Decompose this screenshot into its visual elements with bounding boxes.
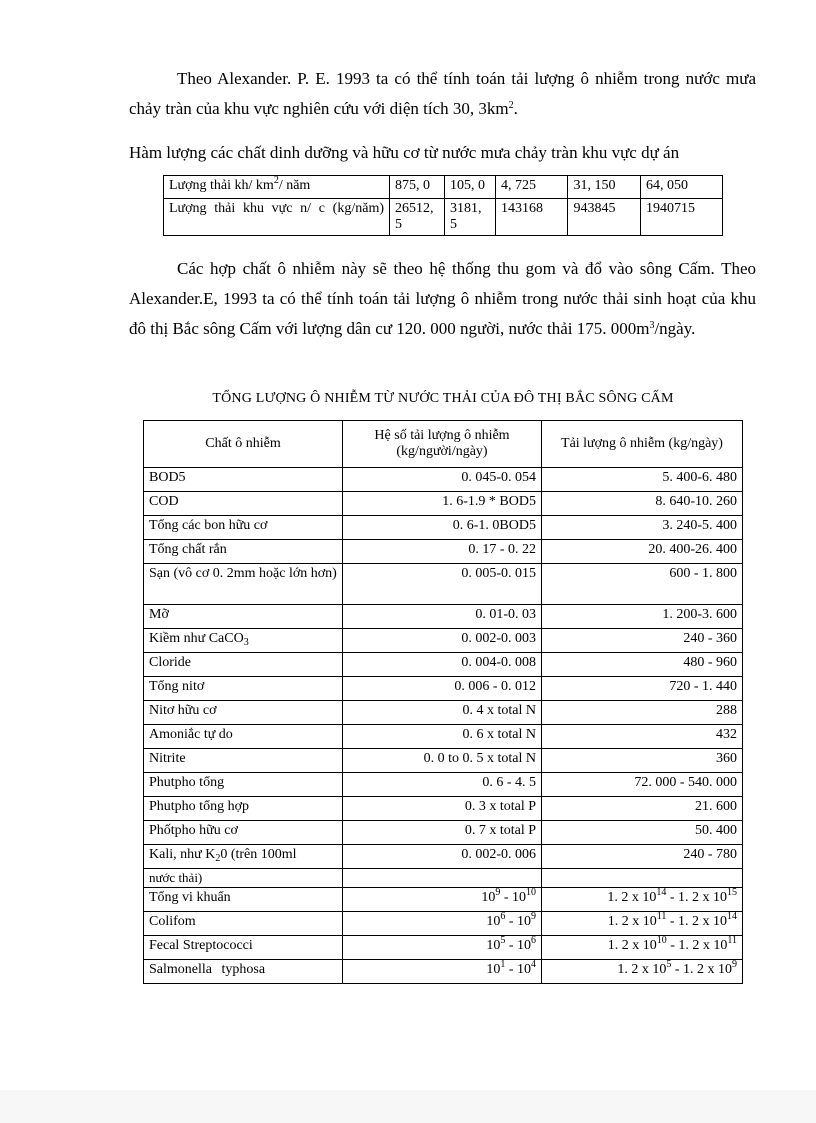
pollutant-name: Fecal Streptococci (144, 936, 343, 960)
table-cell: 105, 0 (445, 176, 496, 199)
pollutant-name: Nitrite (144, 749, 343, 773)
table-row (144, 653, 743, 677)
pollutant-name: BOD5 (144, 468, 343, 492)
body-paragraph: Các hợp chất ô nhiễm này sẽ theo hệ thống thu gom và đổ vào sông Cấm. Theo Alexander.E, 1993 ta có thể tính toán tải lượng ô nhiễm trong nước thải sinh hoạt của khu đô thị Bắc sông Cấm với lượng dân cư 120. 000 người, nước thải 175. $000m^3$/ngày. (129, 259, 756, 338)
pollutant-name: Kiềm như CaCO$_3$ (144, 629, 343, 653)
table-cell: 3181, 5 (445, 199, 496, 236)
pollutant-name: Phutpho tổng (144, 773, 343, 797)
table-row (144, 936, 743, 960)
pollutant-name: Tổng vi khuẩn (144, 888, 343, 912)
pollutant-name: Sạn (vô cơ 0. 2mm hoặc lớn hơn) (144, 564, 343, 605)
load-cell: 21. 600 (542, 797, 743, 821)
coefficient-cell: $10^1 - 10^4$ (343, 960, 542, 984)
table-header-row (144, 421, 743, 468)
load-cell: 1. 200-3. 600 (542, 605, 743, 629)
load-cell: 1. 2 x $10^{14} - 1$. 2 x $10^{15}$ (542, 888, 743, 912)
table-cell: 875, 0 (390, 176, 445, 199)
coefficient-cell: 0. 002-0. 003 (343, 629, 542, 653)
coefficient-cell: 0. 004-0. 008 (343, 653, 542, 677)
pollutant-name: Tổng các bon hữu cơ (144, 516, 343, 540)
pollutant-name: Mỡ (144, 605, 343, 629)
load-cell: 1. 2 x $10^{10} - 1$. 2 x $10^{11}$ (542, 936, 743, 960)
table-row (144, 773, 743, 797)
pollutant-name: Cloride (144, 653, 343, 677)
coefficient-cell: 0. 01-0. 03 (343, 605, 542, 629)
load-cell: 720 - 1. 440 (542, 677, 743, 701)
load-cell: 600 - 1. 800 (542, 564, 743, 605)
load-cell: 432 (542, 725, 743, 749)
coefficient-cell: 0. 005-0. 015 (343, 564, 542, 605)
table-row (144, 468, 743, 492)
coefficient-cell: 1. 6-1.9 * BOD5 (343, 492, 542, 516)
pollution-table (143, 420, 743, 984)
column-header: Tải lượng ô nhiễm (kg/ngày) (542, 421, 743, 468)
coefficient-cell: 0. 002-0. 006 (343, 845, 542, 869)
table-row (164, 176, 723, 199)
load-cell: 50. 400 (542, 821, 743, 845)
table-row (144, 725, 743, 749)
load-cell: 240 - 360 (542, 629, 743, 653)
pollutant-name: COD (144, 492, 343, 516)
pollutant-name: Amoniắc tự do (144, 725, 343, 749)
coefficient-cell: 0. 7 x total P (343, 821, 542, 845)
load-cell: 3. 240-5. 400 (542, 516, 743, 540)
table-row (144, 888, 743, 912)
page-footer-area (0, 1090, 816, 1123)
pollutant-name-continued: nước thải) (144, 869, 343, 888)
load-cell: 20. 400-26. 400 (542, 540, 743, 564)
table-row (164, 199, 723, 236)
load-cell: 240 - 780 (542, 845, 743, 869)
coefficient-cell: 0. 6 x total N (343, 725, 542, 749)
pollutant-name: Tổng nitơ (144, 677, 343, 701)
table-row (144, 797, 743, 821)
coefficient-cell: 0. 6-1. 0BOD5 (343, 516, 542, 540)
pollutant-name: Phốtpho hữu cơ (144, 821, 343, 845)
load-cell: 360 (542, 749, 743, 773)
load-cell: 288 (542, 701, 743, 725)
pollutant-name: Phutpho tổng hợp (144, 797, 343, 821)
table-row (144, 605, 743, 629)
table-cell: 4, 725 (496, 176, 568, 199)
pollutant-name: Kali, như $K_20$ (trên 100ml (144, 845, 343, 869)
table-row (144, 516, 743, 540)
coefficient-cell: 0. 006 - 0. 012 (343, 677, 542, 701)
coefficient-cell: 0. 045-0. 054 (343, 468, 542, 492)
table-row (144, 869, 743, 888)
coefficient-cell: 0. 17 - 0. 22 (343, 540, 542, 564)
table-row (144, 677, 743, 701)
column-header: Hệ số tải lượng ô nhiễm (kg/người/ngày) (343, 421, 542, 468)
load-cell: 72. 000 - 540. 000 (542, 773, 743, 797)
table-row (144, 492, 743, 516)
coefficient-cell: $10^6 - 10^9$ (343, 912, 542, 936)
coefficient-cell: 0. 6 - 4. 5 (343, 773, 542, 797)
table-row (144, 749, 743, 773)
table-row (144, 629, 743, 653)
table-cell: 143168 (496, 199, 568, 236)
table-cell: 26512, 5 (390, 199, 445, 236)
table-row (144, 960, 743, 984)
pollutant-name: Nitơ hữu cơ (144, 701, 343, 725)
table-row (144, 912, 743, 936)
table-row (144, 564, 743, 605)
table-cell (542, 869, 743, 888)
column-header: Chất ô nhiễm (144, 421, 343, 468)
table-row (144, 845, 743, 869)
table-row (144, 701, 743, 725)
load-cell: 8. 640-10. 260 (542, 492, 743, 516)
table-cell: 1940715 (640, 199, 722, 236)
table-cell (343, 869, 542, 888)
table-cell: 64, 050 (640, 176, 722, 199)
table-row (144, 821, 743, 845)
runoff-table (163, 175, 723, 236)
row-label: Lượng thải khu vực n/ c (kg/năm) (164, 199, 390, 236)
runoff-heading: Hàm lượng các chất dinh dưỡng và hữu cơ từ nước mưa chảy tràn khu vực dự án (129, 143, 680, 162)
load-cell: 5. 400-6. 480 (542, 468, 743, 492)
coefficient-cell: 0. 3 x total P (343, 797, 542, 821)
row-label: Lượng thải kh/ $km^2/$ năm (164, 176, 390, 199)
load-cell: 1. 2 x $10^{11} - 1$. 2 x $10^{14}$ (542, 912, 743, 936)
coefficient-cell: $10^9 - 10^{10}$ (343, 888, 542, 912)
table-row (144, 540, 743, 564)
pollutant-name: Salmonella typhosa (144, 960, 343, 984)
load-cell: 1. 2 x $10^5 - 1$. 2 x $10^9$ (542, 960, 743, 984)
pollutant-name: Colifom (144, 912, 343, 936)
coefficient-cell: $10^5 - 10^6$ (343, 936, 542, 960)
table-cell: 943845 (568, 199, 640, 236)
coefficient-cell: 0. 4 x total N (343, 701, 542, 725)
load-cell: 480 - 960 (542, 653, 743, 677)
intro-paragraph: Theo Alexander. P. E. 1993 ta có thể tính toán tải lượng ô nhiễm trong nước mưa chảy tràn của khu vực nghiên cứu với diện tích 30, $3km^2$. (129, 69, 756, 118)
pollutant-name: Tổng chất rắn (144, 540, 343, 564)
table-caption: TỔNG LƯỢNG Ô NHIỄM TỪ NƯỚC THẢI CỦA ĐÔ THỊ BẮC SÔNG CẤM (212, 391, 674, 406)
table-cell: 31, 150 (568, 176, 640, 199)
coefficient-cell: 0. 0 to 0. 5 x total N (343, 749, 542, 773)
